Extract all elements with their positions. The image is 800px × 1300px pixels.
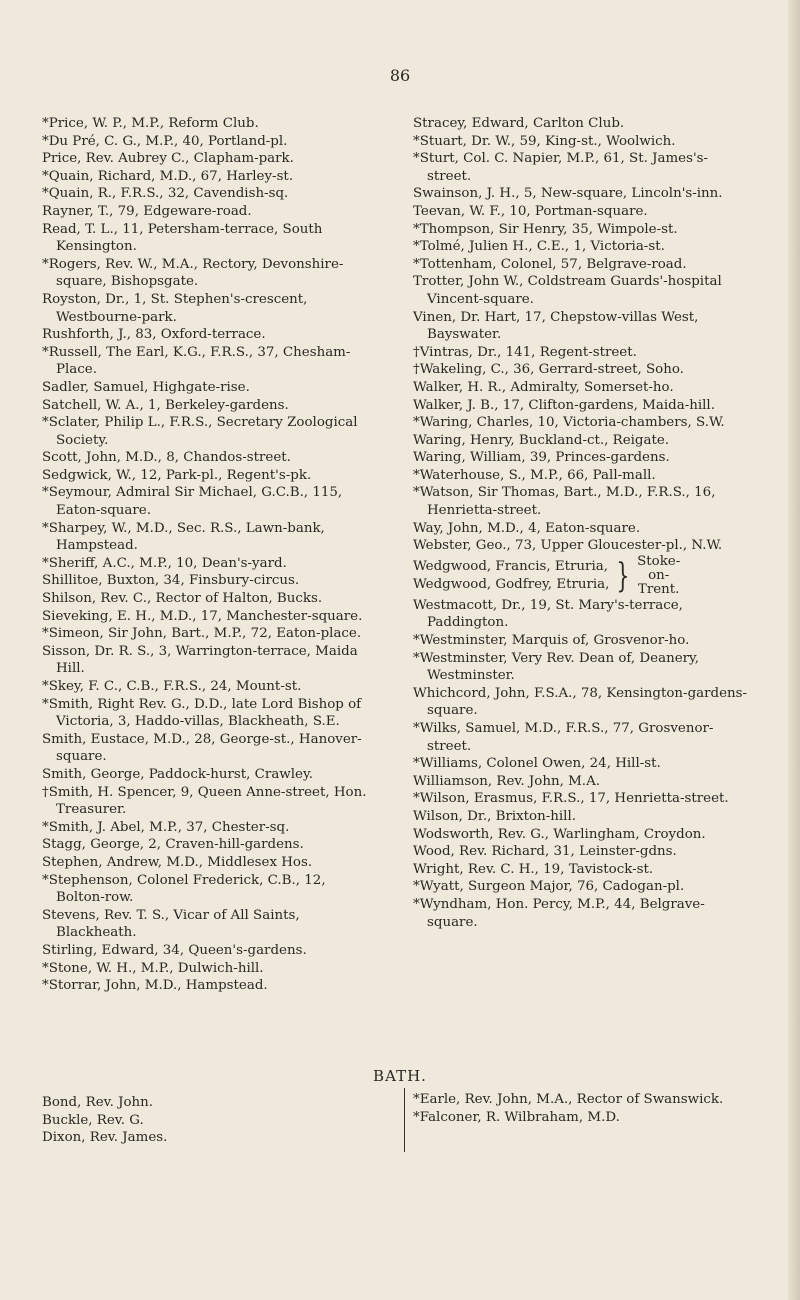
list-item: *Wyndham, Hon. Percy, M.P., 44, Belgrave-square. — [413, 896, 705, 930]
list-item: *Price, W. P., M.P., Reform Club. — [42, 116, 259, 131]
list-item: Walker, J. B., 17, Clifton-gardens, Maida-hill. — [413, 397, 715, 413]
list-item: *Sturt, Col. C. Napier, M.P., 61, St. James's-street. — [413, 151, 709, 184]
list-item: *Watson, Sir Thomas, Bart., M.D., F.R.S., 16, Henrietta-street. — [413, 485, 716, 519]
list-item: *Williams, Colonel Owen, 24, Hill-st. — [413, 756, 661, 772]
section-heading-bath: BATH. — [373, 1067, 427, 1085]
list-item: *Sclater, Philip L., F.R.S., Secretary Zoological Society. — [42, 415, 358, 448]
list-item: *Waring, Charles, 10, Victoria-chambers, S.W. — [413, 415, 725, 431]
list-item: *Waterhouse, S., M.P., 66, Pall-mall. — [413, 467, 656, 483]
list-item: *Tottenham, Colonel, 57, Belgrave-road. — [413, 256, 687, 272]
list-item: *Wilson, Erasmus, F.R.S., 17, Henrietta-street. — [413, 791, 729, 807]
list-item: *Westminster, Marquis of, Grosvenor-ho. — [413, 633, 690, 649]
list-item: Price, Rev. Aubrey C., Clapham-park. — [42, 151, 294, 167]
list-item: Webster, Geo., 73, Upper Gloucester-pl., N.W. — [413, 538, 723, 554]
list-item: Vinen, Dr. Hart, 17, Chepstow-villas West, Bayswater. — [413, 309, 699, 343]
bracket-lines — [413, 558, 609, 593]
list-item: Stirling, Edward, 34, Queen's-gardens. — [42, 942, 307, 958]
list-item: Stracey, Edward, Carlton Club. — [413, 116, 625, 131]
list-item: Waring, Henry, Buckland-ct., Reigate. — [413, 432, 670, 448]
list-item: Smith, Eustace, M.D., 28, George-st., Hanover-square. — [42, 731, 362, 765]
list-item: *Skey, F. C., C.B., F.R.S., 24, Mount-st. — [42, 679, 302, 694]
bath-left-column — [42, 1094, 342, 1147]
list-item: Wood, Rev. Richard, 31, Leinster-gdns. — [413, 844, 677, 860]
curly-brace: } — [616, 555, 630, 596]
list-item: *Sheriff, A.C., M.P., 10, Dean's-yard. — [42, 555, 287, 571]
list-item: †Vintras, Dr., 141, Regent-street. — [413, 344, 637, 360]
list-item: Wright, Rev. C. H., 19, Tavistock-st. — [413, 861, 654, 877]
bracket-location-line: Trent. — [637, 581, 680, 597]
list-item: *Thompson, Sir Henry, 35, Wimpole-st. — [413, 221, 678, 237]
list-item: Buckle, Rev. G. — [42, 1112, 144, 1128]
list-item: †Smith, H. Spencer, 9, Queen Anne-street, Hon. Treasurer. — [42, 784, 367, 818]
list-item: Westmacott, Dr., 19, St. Mary's-terrace, Paddington. — [413, 597, 683, 631]
list-item: Rayner, T., 79, Edgeware-road. — [42, 203, 252, 219]
list-item: Stephen, Andrew, M.D., Middlesex Hos. — [42, 854, 313, 870]
list-item: *Wyatt, Surgeon Major, 76, Cadogan-pl. — [413, 879, 685, 895]
list-item: Smith, George, Paddock-hurst, Crawley. — [42, 766, 314, 782]
list-item: *Storrar, John, M.D., Hampstead. — [42, 978, 268, 994]
bracket-location-line: Stoke- — [637, 553, 681, 569]
list-item: Scott, John, M.D., 8, Chandos-street. — [42, 450, 291, 466]
bracket-line: Wedgwood, Godfrey, Etruria, — [413, 576, 610, 592]
list-item: Shilson, Rev. C., Rector of Halton, Bucks. — [42, 591, 323, 607]
list-item: *Wilks, Samuel, M.D., F.R.S., 77, Grosvenor-street. — [413, 721, 714, 754]
list-item: *Quain, R., F.R.S., 32, Cavendish-sq. — [42, 186, 289, 202]
list-item: Wodsworth, Rev. G., Warlingham, Croydon. — [413, 826, 706, 842]
list-item: *Stuart, Dr. W., 59, King-st., Woolwich. — [413, 133, 676, 149]
bracket-location — [637, 555, 680, 597]
list-item: *Earle, Rev. John, M.A., Rector of Swanswick. — [413, 1092, 724, 1107]
list-item: *Quain, Richard, M.D., 67, Harley-st. — [42, 168, 294, 184]
list-item: Sisson, Dr. R. S., 3, Warrington-terrace, Maida Hill. — [42, 643, 358, 677]
list-item: *Simeon, Sir John, Bart., M.P., 72, Eaton-place. — [42, 626, 362, 642]
column-divider — [404, 1088, 405, 1152]
left-column — [42, 115, 372, 995]
list-item: Sieveking, E. H., M.D., 17, Manchester-square. — [42, 608, 363, 624]
list-item: Shillitoe, Buxton, 34, Finsbury-circus. — [42, 573, 300, 589]
list-item: Way, John, M.D., 4, Eaton-square. — [413, 520, 641, 536]
list-item: *Westminster, Very Rev. Dean of, Deanery, Westminster. — [413, 650, 700, 684]
list-item: *Falconer, R. Wilbraham, M.D. — [413, 1109, 620, 1125]
page-number: 86 — [389, 66, 411, 85]
bracket-location-line: on- — [648, 567, 670, 583]
right-column-entries-top — [413, 115, 748, 555]
list-item: Williamson, Rev. John, M.A. — [413, 773, 600, 789]
list-item: *Russell, The Earl, K.G., F.R.S., 37, Chesham-Place. — [42, 344, 351, 378]
list-item: Dixon, Rev. James. — [42, 1130, 168, 1146]
list-item: Stagg, George, 2, Craven-hill-gardens. — [42, 837, 304, 853]
list-item: *Du Pré, C. G., M.P., 40, Portland-pl. — [42, 133, 288, 149]
list-item: Swainson, J. H., 5, New-square, Lincoln's-inn. — [413, 186, 723, 202]
list-item: *Seymour, Admiral Sir Michael, G.C.B., 115, Eaton-square. — [42, 485, 343, 519]
list-item: *Rogers, Rev. W., M.A., Rectory, Devonshire-square, Bishopsgate. — [42, 256, 344, 290]
page-edge — [788, 0, 800, 1300]
list-item: *Smith, Right Rev. G., D.D., late Lord Bishop of Victoria, 3, Haddo-villas, Blackheath, S.E. — [42, 696, 362, 730]
list-item: Walker, H. R., Admiralty, Somerset-ho. — [413, 379, 674, 395]
list-item: Sedgwick, W., 12, Park-pl., Regent's-pk. — [42, 467, 312, 483]
list-item: *Tolmé, Julien H., C.E., 1, Victoria-st. — [413, 239, 665, 255]
list-item: Satchell, W. A., 1, Berkeley-gardens. — [42, 397, 289, 413]
list-item: Teevan, W. F., 10, Portman-square. — [413, 203, 648, 219]
list-item: Sadler, Samuel, Highgate-rise. — [42, 379, 250, 395]
list-item: Whichcord, John, F.S.A., 78, Kensington-gardens-square. — [413, 685, 748, 719]
list-item: Bond, Rev. John. — [42, 1095, 154, 1110]
list-item: Wilson, Dr., Brixton-hill. — [413, 808, 576, 824]
list-item: †Wakeling, C., 36, Gerrard-street, Soho. — [413, 362, 684, 378]
list-item: Waring, William, 39, Princes-gardens. — [413, 450, 670, 466]
right-column — [413, 115, 748, 931]
bath-right-column — [413, 1091, 748, 1126]
list-item: *Sharpey, W., M.D., Sec. R.S., Lawn-bank, Hampstead. — [42, 520, 325, 554]
list-item: *Stephenson, Colonel Frederick, C.B., 12, Bolton-row. — [42, 872, 326, 906]
list-item: *Stone, W. H., M.P., Dulwich-hill. — [42, 960, 264, 976]
list-item: *Smith, J. Abel, M.P., 37, Chester-sq. — [42, 819, 290, 835]
right-column-entries-bottom — [413, 597, 748, 931]
list-item: Rushforth, J., 83, Oxford-terrace. — [42, 327, 266, 343]
list-item: Stevens, Rev. T. S., Vicar of All Saints, Blackheath. — [42, 907, 300, 941]
list-item: Read, T. L., 11, Petersham-terrace, South Kensington. — [42, 221, 323, 255]
bracket-line: Wedgwood, Francis, Etruria, — [413, 559, 608, 575]
list-item: Trotter, John W., Coldstream Guards'-hospital Vincent-square. — [413, 274, 722, 307]
list-item: Royston, Dr., 1, St. Stephen's-crescent, Westbourne-park. — [42, 291, 308, 325]
wedgwood-bracket-entry — [413, 555, 748, 597]
